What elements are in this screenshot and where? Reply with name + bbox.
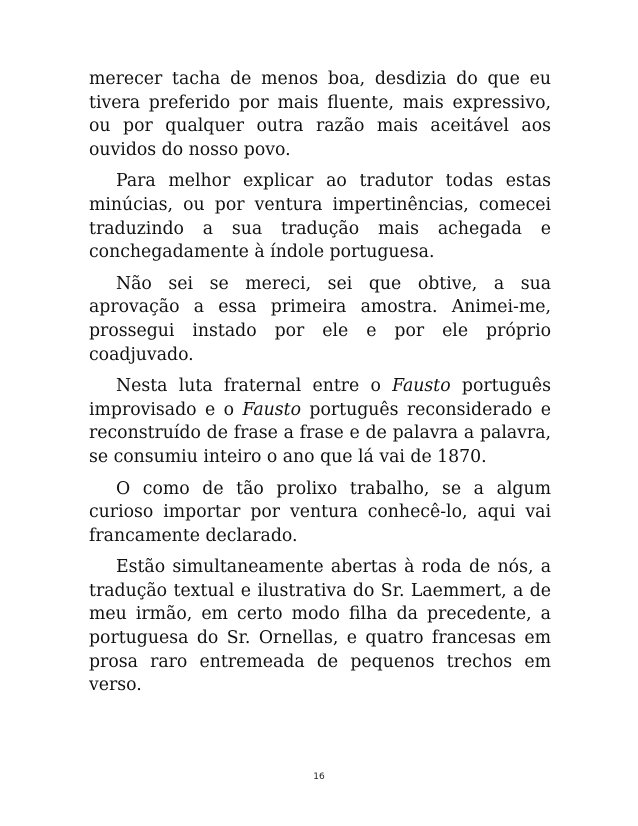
paragraph	[89, 375, 551, 469]
paragraph-text: Estão simultaneamente abertas à roda de nós, a tradução textual e ilustrativa do Sr. Laemmert, a de meu irmão, em certo modo filha da precedente, a portuguesa do Sr. Ornellas, e quatro francesas em prosa raro entremeada de pequenos trechos em verso.	[89, 557, 551, 696]
italic-title: Fausto	[392, 376, 451, 397]
paragraph-text: Para melhor explicar ao tradutor todas estas minúcias, ou por ventura impertinências, comecei traduzindo a sua tradução mais achegada e conchegadamente à índole portuguesa.	[89, 171, 551, 263]
paragraph	[89, 478, 551, 549]
paragraph-text: O como de tão prolixo trabalho, se a algum curioso importar por ventura conhecê-lo, aqui vai francamente declarado.	[89, 478, 551, 546]
paragraph	[89, 170, 551, 264]
paragraph-text: português reconsiderado e reconstruído de frase a frase e de palavra a palavra, se consumiu inteiro o ano que lá vai de 1870.	[89, 399, 551, 467]
paragraph-text: merecer tacha de menos boa, desdizia do que eu tivera preferido por mais fluente, mais expressivo, ou por qualquer outra razão mais aceitável aos ouvidos do nosso povo.	[89, 69, 551, 160]
body-text	[89, 68, 551, 698]
paragraph-text: português improvisado e o	[89, 376, 551, 420]
paragraph-text: Nesta luta fraternal entre o	[116, 376, 393, 397]
paragraph	[89, 68, 551, 162]
italic-title: Fausto	[242, 399, 301, 420]
page-number: 16	[313, 772, 325, 782]
paragraph-text: Não sei se mereci, sei que obtive, a sua aprovação a essa primeira amostra. Animei-me, prossegui instado por ele e por ele próprio coadjuvado.	[89, 273, 551, 365]
paragraph	[89, 273, 551, 367]
paragraph	[89, 556, 551, 698]
